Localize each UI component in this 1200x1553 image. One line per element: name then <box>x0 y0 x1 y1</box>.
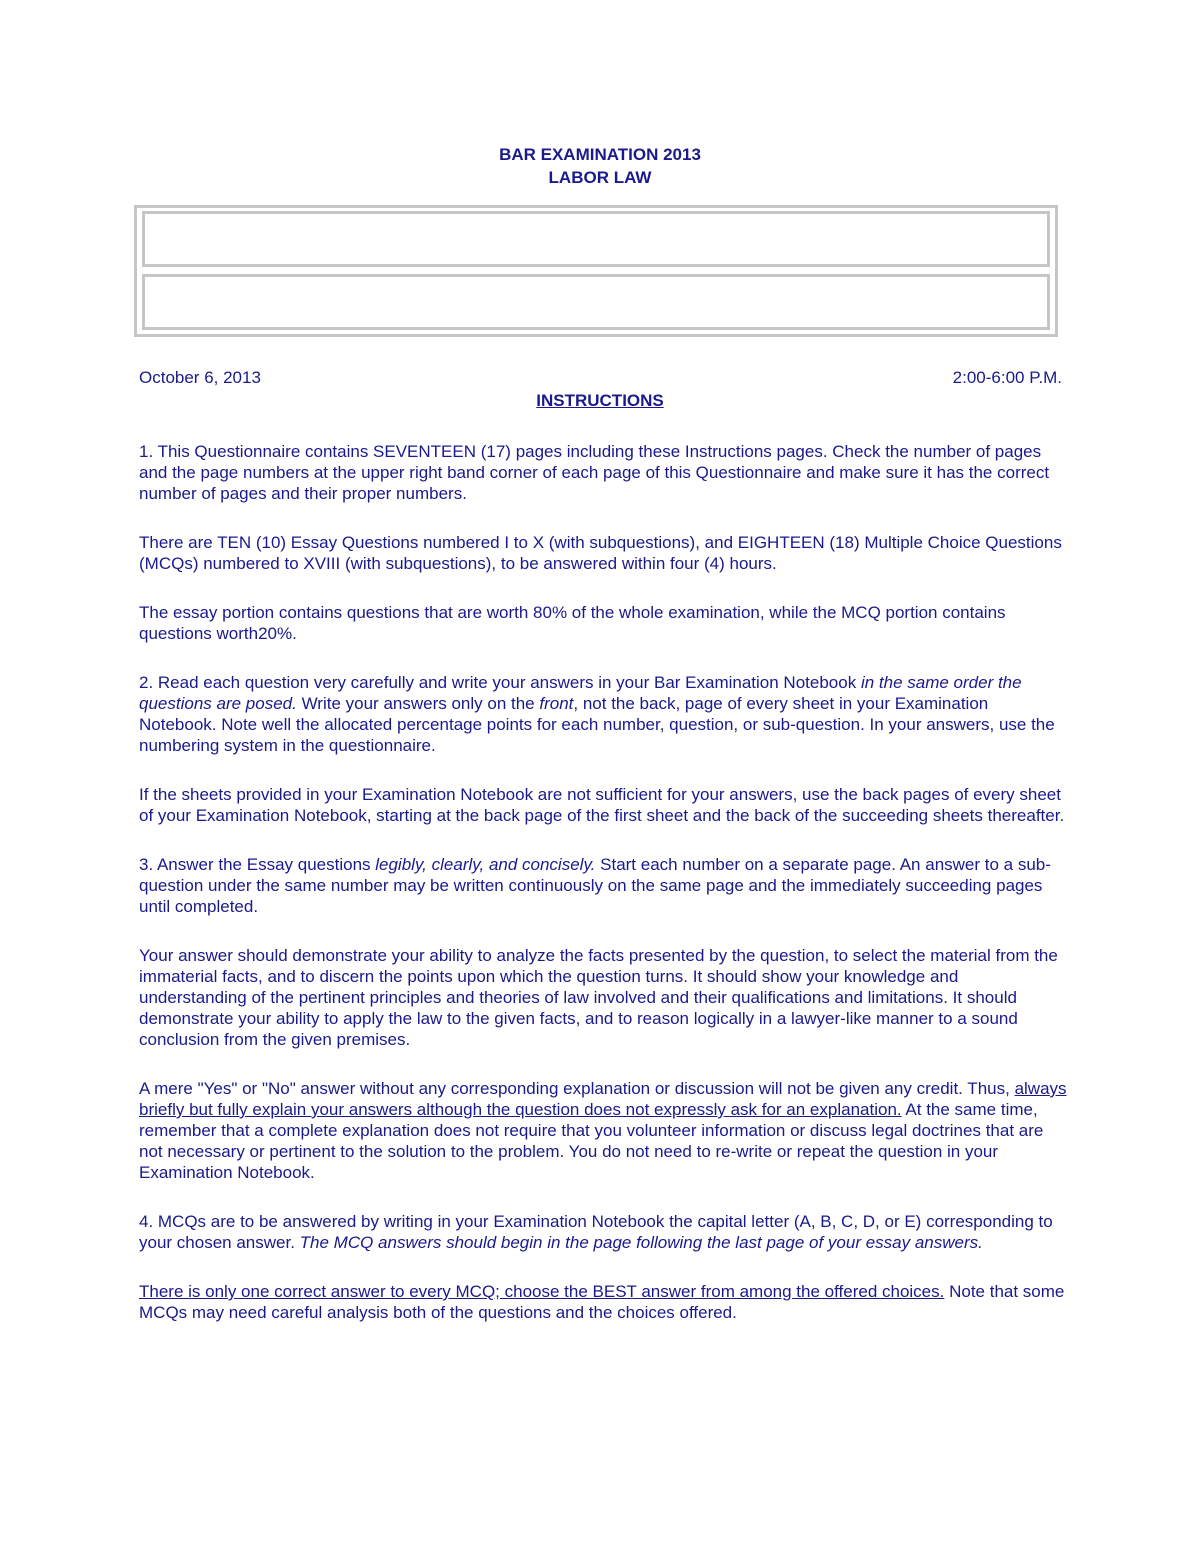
paragraph <box>139 1211 1069 1253</box>
exam-subject: LABOR LAW <box>548 168 652 187</box>
italic-text: in the same order the questions are posed. <box>139 673 1022 713</box>
paragraph <box>139 854 1069 917</box>
italic-text: legibly, clearly, and concisely. <box>375 855 596 874</box>
paragraph: There are TEN (10) Essay Questions numbered I to X (with subquestions), and EIGHTEEN (18) Multiple Choice Questions (MCQs) numbered to XVIII (with subquestions), to be answered within four (4) hours. <box>139 533 1062 573</box>
paragraph: The essay portion contains questions that are worth 80% of the whole examination, while the MCQ portion contains questions worth20%. <box>139 603 1006 643</box>
text-run: 4. MCQs are to be answered by writing in your Examination Notebook the capital letter (A, B, C, D, or E) corresponding to your chosen answer. <box>139 1212 1053 1252</box>
paragraph: If the sheets provided in your Examination Notebook are not sufficient for your answers, use the back pages of every sheet of your Examination Notebook, starting at the back page of the first sheet and the back of the succeeding sheets thereafter. <box>139 785 1065 825</box>
text-run: 3. Answer the Essay questions <box>139 855 376 874</box>
italic-text: The MCQ answers should begin in the page following the last page of your essay answers. <box>299 1233 983 1252</box>
document-title <box>0 143 1200 189</box>
text-run: , not the back, page of every sheet in your Examination Notebook. Note well the allocated percentage points for each number, question, or sub-question. In your answers, use the numbering system in the questionnaire. <box>139 694 1055 755</box>
instructions-heading: INSTRUCTIONS <box>536 391 664 410</box>
blank-box-row <box>142 211 1050 267</box>
exam-time: 2:00-6:00 P.M. <box>952 368 1062 387</box>
paragraph: Your answer should demonstrate your ability to analyze the facts presented by the question, to select the material from the immaterial facts, and to discern the points upon which the question turns. It should show your knowledge and understanding of the pertinent principles and theories of law involved and their qualifications and limitations. It should demonstrate your ability to apply the law to the given facts, and to reason logically in a lawyer-like manner to a sound conclusion from the given premises. <box>139 946 1058 1049</box>
text-run: Start each number on a separate page. An answer to a sub-question under the same number may be written continuously on the same page and the immediately succeeding pages until completed. <box>139 855 1051 916</box>
text-run: 2. Read each question very carefully and write your answers in your Bar Examination Notebook <box>139 673 861 692</box>
blank-info-box <box>134 205 1058 337</box>
paragraph <box>139 1078 1069 1183</box>
blank-box-row <box>142 274 1050 330</box>
italic-text: front <box>539 694 574 713</box>
paragraph <box>139 672 1069 756</box>
text-run: Note that some MCQs may need careful analysis both of the questions and the choices offered. <box>139 1282 1065 1322</box>
text-run: A mere "Yes" or "No" answer without any corresponding explanation or discussion will not be given any credit. Thus, <box>139 1079 1015 1098</box>
paragraph: 1. This Questionnaire contains SEVENTEEN (17) pages including these Instructions pages. Check the number of pages and the page numbers at the upper right band corner of each page of this Questionnaire and make sure it has the correct number of pages and their proper numbers. <box>139 442 1050 503</box>
text-run: Write your answers only on the <box>296 694 540 713</box>
paragraph <box>139 1281 1069 1323</box>
underlined-text: There is only one correct answer to every MCQ; choose the BEST answer from among the offered choices. <box>139 1282 945 1301</box>
text-run: At the same time, remember that a complete explanation does not require that you volunteer information or discuss legal doctrines that are not necessary or pertinent to the solution to the problem. You do not need to re-write or repeat the question in your Examination Notebook. <box>139 1100 1044 1182</box>
instructions-body <box>139 441 1069 1351</box>
exam-title: BAR EXAMINATION 2013 <box>499 145 701 164</box>
exam-date: October 6, 2013 <box>139 368 261 387</box>
underlined-text: always briefly but fully explain your answers although the question does not expressly ask for an explanation. <box>139 1079 1067 1119</box>
